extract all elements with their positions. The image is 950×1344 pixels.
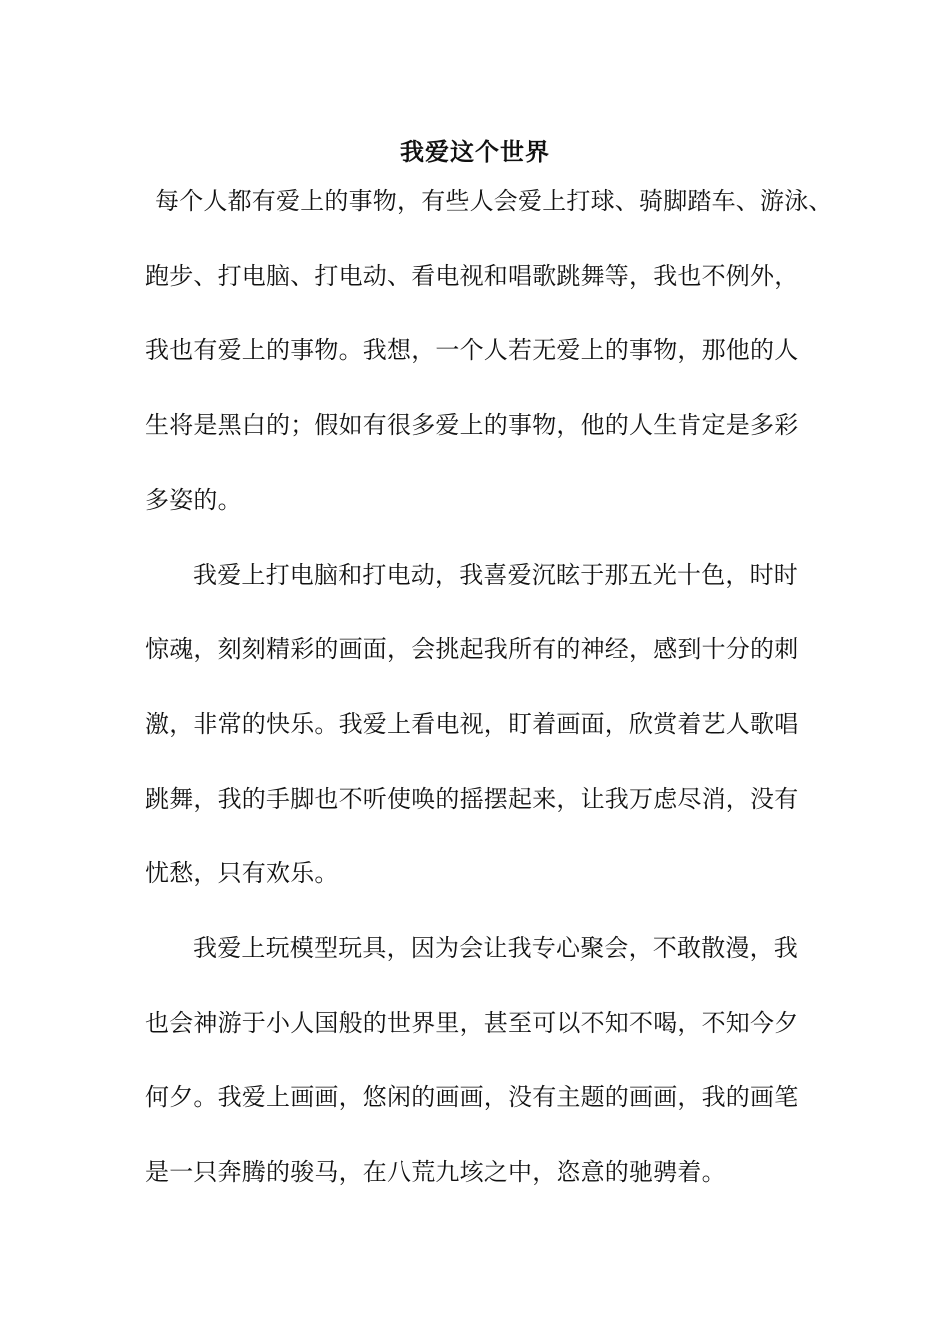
text-line: 我也有爱上的事物。我想，一个人若无爱上的事物，那他的人 xyxy=(145,336,799,364)
text-line: 激，非常的快乐。我爱上看电视，盯着画面，欣赏着艺人歌唱 xyxy=(145,710,799,738)
text-line: 也会神游于小人国般的世界里，甚至可以不知不喝，不知今夕 xyxy=(145,1009,799,1037)
text-line: 我爱上玩模型玩具，因为会让我专心聚会，不敢散漫，我 xyxy=(193,934,798,962)
text-line: 生将是黑白的；假如有很多爱上的事物，他的人生肯定是多彩 xyxy=(145,411,799,439)
text-line: 我爱上打电脑和打电动，我喜爱沉眩于那五光十色，时时 xyxy=(193,561,798,589)
text-line: 何夕。我爱上画画，悠闲的画画，没有主题的画画，我的画笔 xyxy=(145,1083,799,1111)
text-line: 是一只奔腾的骏马，在八荒九垓之中，恣意的驰骋着。 xyxy=(145,1158,726,1186)
text-line: 多姿的。 xyxy=(145,486,242,514)
document-title: 我爱这个世界 xyxy=(400,137,550,166)
text-line: 跳舞，我的手脚也不听使唤的摇摆起来，让我万虑尽消，没有 xyxy=(145,785,799,813)
text-line: 惊魂，刻刻精彩的画面，会挑起我所有的神经，感到十分的刺 xyxy=(145,635,799,663)
text-line: 每个人都有爱上的事物，有些人会爱上打球、骑脚踏车、游泳、 xyxy=(155,187,833,215)
text-line: 跑步、打电脑、打电动、看电视和唱歌跳舞等，我也不例外， xyxy=(145,262,799,290)
text-line: 忧愁，只有欢乐。 xyxy=(145,859,339,887)
